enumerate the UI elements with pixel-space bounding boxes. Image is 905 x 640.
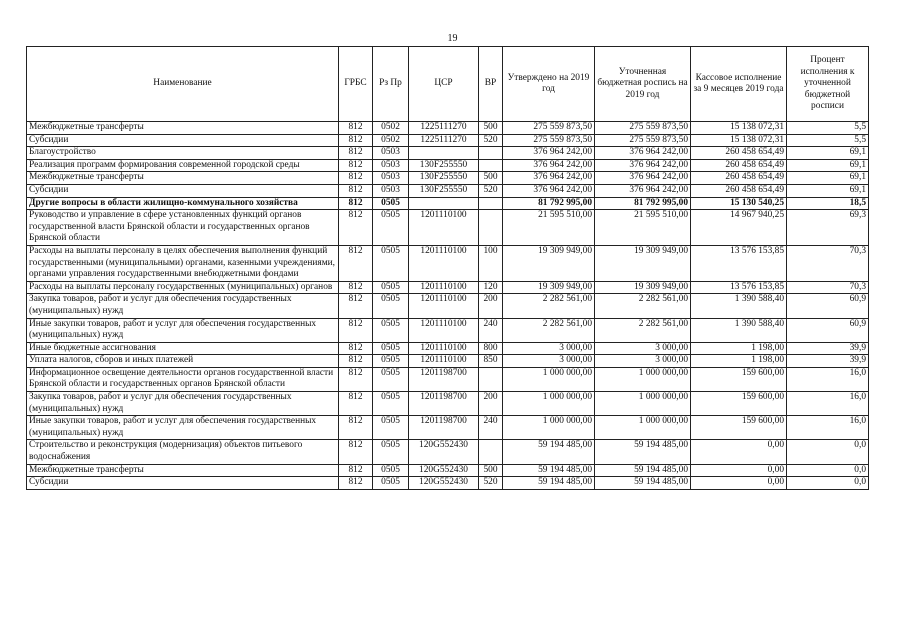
row-grbs-cell: 812 bbox=[339, 367, 373, 391]
row-refined-cell: 275 559 873,50 bbox=[595, 122, 691, 135]
row-grbs-cell: 812 bbox=[339, 159, 373, 172]
row-vr-cell: 500 bbox=[479, 172, 503, 185]
row-csr-cell: 130F255550 bbox=[409, 172, 479, 185]
row-vr-cell: 200 bbox=[479, 392, 503, 416]
row-percent-cell: 69,1 bbox=[787, 172, 869, 185]
table-row bbox=[27, 477, 869, 490]
row-name-cell: Расходы на выплаты персоналу в целях обеспечения выполнения функций государственными (муниципальными) органами, казенными учреждениями, органами управления государственными внебюджетными фондами bbox=[27, 245, 339, 281]
row-percent-cell: 16,0 bbox=[787, 392, 869, 416]
row-grbs-cell: 812 bbox=[339, 210, 373, 246]
row-approved-cell: 59 194 485,00 bbox=[503, 477, 595, 490]
row-vr-cell: 240 bbox=[479, 318, 503, 342]
row-cash-cell: 260 458 654,49 bbox=[691, 159, 787, 172]
row-cash-cell: 15 130 540,25 bbox=[691, 197, 787, 210]
row-rzpr-cell: 0502 bbox=[373, 122, 409, 135]
row-csr-cell: 1201110100 bbox=[409, 245, 479, 281]
row-name-cell: Строительство и реконструкция (модернизация) объектов питьевого водоснабжения bbox=[27, 440, 339, 464]
row-percent-cell: 69,1 bbox=[787, 184, 869, 197]
row-csr-cell: 1201110100 bbox=[409, 210, 479, 246]
row-vr-cell bbox=[479, 367, 503, 391]
row-grbs-cell: 812 bbox=[339, 294, 373, 318]
row-rzpr-cell: 0505 bbox=[373, 392, 409, 416]
row-vr-cell: 520 bbox=[479, 134, 503, 147]
row-vr-cell: 850 bbox=[479, 355, 503, 368]
row-grbs-cell: 812 bbox=[339, 281, 373, 294]
row-vr-cell: 500 bbox=[479, 464, 503, 477]
row-cash-cell: 0,00 bbox=[691, 464, 787, 477]
header-row bbox=[27, 47, 869, 122]
row-cash-cell: 15 138 072,31 bbox=[691, 122, 787, 135]
row-name-cell: Субсидии bbox=[27, 184, 339, 197]
col-header-approved: Утверждено на 2019 год bbox=[503, 47, 595, 122]
row-csr-cell: 1201110100 bbox=[409, 294, 479, 318]
table-row bbox=[27, 245, 869, 281]
row-refined-cell: 2 282 561,00 bbox=[595, 294, 691, 318]
row-refined-cell: 21 595 510,00 bbox=[595, 210, 691, 246]
row-rzpr-cell: 0503 bbox=[373, 159, 409, 172]
row-percent-cell: 69,1 bbox=[787, 159, 869, 172]
row-name-cell: Уплата налогов, сборов и иных платежей bbox=[27, 355, 339, 368]
row-percent-cell: 0,0 bbox=[787, 477, 869, 490]
row-vr-cell: 240 bbox=[479, 416, 503, 440]
row-approved-cell: 1 000 000,00 bbox=[503, 367, 595, 391]
table-row bbox=[27, 172, 869, 185]
row-refined-cell: 1 000 000,00 bbox=[595, 416, 691, 440]
col-header-csr: ЦСР bbox=[409, 47, 479, 122]
row-name-cell: Субсидии bbox=[27, 134, 339, 147]
table-row bbox=[27, 416, 869, 440]
row-approved-cell: 3 000,00 bbox=[503, 342, 595, 355]
row-rzpr-cell: 0505 bbox=[373, 477, 409, 490]
row-csr-cell: 120G552430 bbox=[409, 464, 479, 477]
row-cash-cell: 1 198,00 bbox=[691, 342, 787, 355]
col-header-vr: ВР bbox=[479, 47, 503, 122]
row-vr-cell bbox=[479, 210, 503, 246]
row-cash-cell: 15 138 072,31 bbox=[691, 134, 787, 147]
row-refined-cell: 59 194 485,00 bbox=[595, 464, 691, 477]
row-refined-cell: 3 000,00 bbox=[595, 342, 691, 355]
row-cash-cell: 1 390 588,40 bbox=[691, 294, 787, 318]
row-grbs-cell: 812 bbox=[339, 355, 373, 368]
row-vr-cell: 800 bbox=[479, 342, 503, 355]
row-name-cell: Субсидии bbox=[27, 477, 339, 490]
row-vr-cell: 500 bbox=[479, 122, 503, 135]
row-csr-cell: 130F255550 bbox=[409, 159, 479, 172]
row-percent-cell: 69,3 bbox=[787, 210, 869, 246]
row-refined-cell: 81 792 995,00 bbox=[595, 197, 691, 210]
row-cash-cell: 1 390 588,40 bbox=[691, 318, 787, 342]
table-row bbox=[27, 440, 869, 464]
row-grbs-cell: 812 bbox=[339, 416, 373, 440]
row-percent-cell: 5,5 bbox=[787, 122, 869, 135]
row-grbs-cell: 812 bbox=[339, 245, 373, 281]
row-csr-cell: 1201198700 bbox=[409, 367, 479, 391]
row-rzpr-cell: 0505 bbox=[373, 464, 409, 477]
row-csr-cell bbox=[409, 197, 479, 210]
row-cash-cell: 159 600,00 bbox=[691, 416, 787, 440]
row-cash-cell: 159 600,00 bbox=[691, 367, 787, 391]
row-name-cell: Другие вопросы в области жилищно-коммунального хозяйства bbox=[27, 197, 339, 210]
row-rzpr-cell: 0503 bbox=[373, 184, 409, 197]
row-name-cell: Благоустройство bbox=[27, 147, 339, 160]
row-percent-cell: 18,5 bbox=[787, 197, 869, 210]
row-csr-cell: 120G552430 bbox=[409, 477, 479, 490]
row-name-cell: Иные бюджетные ассигнования bbox=[27, 342, 339, 355]
table-row bbox=[27, 122, 869, 135]
row-approved-cell: 376 964 242,00 bbox=[503, 159, 595, 172]
row-cash-cell: 260 458 654,49 bbox=[691, 147, 787, 160]
row-csr-cell: 1201110100 bbox=[409, 281, 479, 294]
row-percent-cell: 69,1 bbox=[787, 147, 869, 160]
row-approved-cell: 59 194 485,00 bbox=[503, 440, 595, 464]
row-rzpr-cell: 0505 bbox=[373, 281, 409, 294]
row-name-cell: Иные закупки товаров, работ и услуг для обеспечения государственных (муниципальных) нужд bbox=[27, 318, 339, 342]
row-rzpr-cell: 0505 bbox=[373, 342, 409, 355]
row-csr-cell: 1225111270 bbox=[409, 122, 479, 135]
row-cash-cell: 1 198,00 bbox=[691, 355, 787, 368]
row-percent-cell: 70,3 bbox=[787, 245, 869, 281]
row-csr-cell: 120G552430 bbox=[409, 440, 479, 464]
row-name-cell: Межбюджетные трансферты bbox=[27, 464, 339, 477]
row-rzpr-cell: 0505 bbox=[373, 294, 409, 318]
row-rzpr-cell: 0505 bbox=[373, 210, 409, 246]
row-cash-cell: 0,00 bbox=[691, 440, 787, 464]
row-name-cell: Межбюджетные трансферты bbox=[27, 172, 339, 185]
row-grbs-cell: 812 bbox=[339, 342, 373, 355]
row-percent-cell: 16,0 bbox=[787, 416, 869, 440]
table-row bbox=[27, 184, 869, 197]
row-cash-cell: 159 600,00 bbox=[691, 392, 787, 416]
row-grbs-cell: 812 bbox=[339, 392, 373, 416]
row-refined-cell: 3 000,00 bbox=[595, 355, 691, 368]
row-name-cell: Информационное освещение деятельности органов государственной власти Брянской области и государственных органов Брянской области bbox=[27, 367, 339, 391]
row-vr-cell bbox=[479, 197, 503, 210]
row-approved-cell: 1 000 000,00 bbox=[503, 416, 595, 440]
table-row bbox=[27, 281, 869, 294]
row-cash-cell: 260 458 654,49 bbox=[691, 172, 787, 185]
row-rzpr-cell: 0503 bbox=[373, 172, 409, 185]
row-cash-cell: 260 458 654,49 bbox=[691, 184, 787, 197]
row-rzpr-cell: 0503 bbox=[373, 147, 409, 160]
row-rzpr-cell: 0505 bbox=[373, 440, 409, 464]
row-grbs-cell: 812 bbox=[339, 464, 373, 477]
row-approved-cell: 376 964 242,00 bbox=[503, 147, 595, 160]
row-csr-cell bbox=[409, 147, 479, 160]
row-approved-cell: 2 282 561,00 bbox=[503, 294, 595, 318]
row-rzpr-cell: 0505 bbox=[373, 197, 409, 210]
row-name-cell: Закупка товаров, работ и услуг для обеспечения государственных (муниципальных) нужд bbox=[27, 392, 339, 416]
row-vr-cell bbox=[479, 147, 503, 160]
table-row bbox=[27, 147, 869, 160]
row-rzpr-cell: 0505 bbox=[373, 318, 409, 342]
row-approved-cell: 3 000,00 bbox=[503, 355, 595, 368]
row-approved-cell: 59 194 485,00 bbox=[503, 464, 595, 477]
row-csr-cell: 1201110100 bbox=[409, 355, 479, 368]
row-vr-cell bbox=[479, 159, 503, 172]
row-refined-cell: 376 964 242,00 bbox=[595, 172, 691, 185]
table-row bbox=[27, 197, 869, 210]
row-refined-cell: 376 964 242,00 bbox=[595, 159, 691, 172]
row-percent-cell: 16,0 bbox=[787, 367, 869, 391]
table-row bbox=[27, 392, 869, 416]
table-row bbox=[27, 318, 869, 342]
row-cash-cell: 13 576 153,85 bbox=[691, 245, 787, 281]
row-vr-cell: 120 bbox=[479, 281, 503, 294]
row-approved-cell: 2 282 561,00 bbox=[503, 318, 595, 342]
row-grbs-cell: 812 bbox=[339, 197, 373, 210]
col-header-name: Наименование bbox=[27, 47, 339, 122]
row-grbs-cell: 812 bbox=[339, 184, 373, 197]
col-header-refined: Уточненная бюджетная роспись на 2019 год bbox=[595, 47, 691, 122]
row-name-cell: Закупка товаров, работ и услуг для обеспечения государственных (муниципальных) нужд bbox=[27, 294, 339, 318]
row-vr-cell: 520 bbox=[479, 184, 503, 197]
row-approved-cell: 81 792 995,00 bbox=[503, 197, 595, 210]
row-cash-cell: 14 967 940,25 bbox=[691, 210, 787, 246]
row-refined-cell: 376 964 242,00 bbox=[595, 184, 691, 197]
row-grbs-cell: 812 bbox=[339, 147, 373, 160]
row-vr-cell: 200 bbox=[479, 294, 503, 318]
row-approved-cell: 19 309 949,00 bbox=[503, 245, 595, 281]
table-row bbox=[27, 210, 869, 246]
row-approved-cell: 1 000 000,00 bbox=[503, 392, 595, 416]
table-row bbox=[27, 464, 869, 477]
row-grbs-cell: 812 bbox=[339, 134, 373, 147]
row-name-cell: Иные закупки товаров, работ и услуг для обеспечения государственных (муниципальных) нужд bbox=[27, 416, 339, 440]
row-rzpr-cell: 0505 bbox=[373, 416, 409, 440]
row-csr-cell: 1201198700 bbox=[409, 392, 479, 416]
row-approved-cell: 376 964 242,00 bbox=[503, 184, 595, 197]
row-cash-cell: 0,00 bbox=[691, 477, 787, 490]
col-header-cash: Кассовое исполнение за 9 месяцев 2019 года bbox=[691, 47, 787, 122]
row-refined-cell: 275 559 873,50 bbox=[595, 134, 691, 147]
row-refined-cell: 19 309 949,00 bbox=[595, 281, 691, 294]
row-percent-cell: 0,0 bbox=[787, 440, 869, 464]
row-refined-cell: 376 964 242,00 bbox=[595, 147, 691, 160]
row-name-cell: Реализация программ формирования современной городской среды bbox=[27, 159, 339, 172]
row-approved-cell: 376 964 242,00 bbox=[503, 172, 595, 185]
budget-table bbox=[26, 46, 869, 490]
row-cash-cell: 13 576 153,85 bbox=[691, 281, 787, 294]
table-row bbox=[27, 367, 869, 391]
row-csr-cell: 1201110100 bbox=[409, 342, 479, 355]
row-csr-cell: 130F255550 bbox=[409, 184, 479, 197]
page-number: 19 bbox=[447, 33, 458, 44]
row-grbs-cell: 812 bbox=[339, 172, 373, 185]
row-percent-cell: 60,9 bbox=[787, 318, 869, 342]
row-name-cell: Расходы на выплаты персоналу государственных (муниципальных) органов bbox=[27, 281, 339, 294]
table-row bbox=[27, 134, 869, 147]
row-percent-cell: 39,9 bbox=[787, 342, 869, 355]
row-refined-cell: 59 194 485,00 bbox=[595, 440, 691, 464]
row-vr-cell: 100 bbox=[479, 245, 503, 281]
row-name-cell: Руководство и управление в сфере установленных функций органов государственной власти Брянской области и государственных органов Брянской области bbox=[27, 210, 339, 246]
row-percent-cell: 0,0 bbox=[787, 464, 869, 477]
row-percent-cell: 5,5 bbox=[787, 134, 869, 147]
col-header-percent: Процент исполнения к уточненной бюджетной росписи bbox=[787, 47, 869, 122]
row-rzpr-cell: 0505 bbox=[373, 367, 409, 391]
row-refined-cell: 2 282 561,00 bbox=[595, 318, 691, 342]
row-approved-cell: 275 559 873,50 bbox=[503, 134, 595, 147]
row-rzpr-cell: 0502 bbox=[373, 134, 409, 147]
table-row bbox=[27, 355, 869, 368]
row-refined-cell: 1 000 000,00 bbox=[595, 367, 691, 391]
row-approved-cell: 275 559 873,50 bbox=[503, 122, 595, 135]
row-refined-cell: 59 194 485,00 bbox=[595, 477, 691, 490]
row-grbs-cell: 812 bbox=[339, 477, 373, 490]
row-refined-cell: 19 309 949,00 bbox=[595, 245, 691, 281]
col-header-rzpr: Рз Пр bbox=[373, 47, 409, 122]
row-grbs-cell: 812 bbox=[339, 318, 373, 342]
row-approved-cell: 19 309 949,00 bbox=[503, 281, 595, 294]
table-row bbox=[27, 342, 869, 355]
row-vr-cell bbox=[479, 440, 503, 464]
row-rzpr-cell: 0505 bbox=[373, 245, 409, 281]
row-percent-cell: 60,9 bbox=[787, 294, 869, 318]
row-grbs-cell: 812 bbox=[339, 122, 373, 135]
row-vr-cell: 520 bbox=[479, 477, 503, 490]
row-percent-cell: 70,3 bbox=[787, 281, 869, 294]
row-approved-cell: 21 595 510,00 bbox=[503, 210, 595, 246]
row-grbs-cell: 812 bbox=[339, 440, 373, 464]
table-row bbox=[27, 159, 869, 172]
row-percent-cell: 39,9 bbox=[787, 355, 869, 368]
row-rzpr-cell: 0505 bbox=[373, 355, 409, 368]
row-csr-cell: 1201110100 bbox=[409, 318, 479, 342]
row-csr-cell: 1201198700 bbox=[409, 416, 479, 440]
table-row bbox=[27, 294, 869, 318]
row-name-cell: Межбюджетные трансферты bbox=[27, 122, 339, 135]
row-csr-cell: 1225111270 bbox=[409, 134, 479, 147]
row-refined-cell: 1 000 000,00 bbox=[595, 392, 691, 416]
col-header-grbs: ГРБС bbox=[339, 47, 373, 122]
